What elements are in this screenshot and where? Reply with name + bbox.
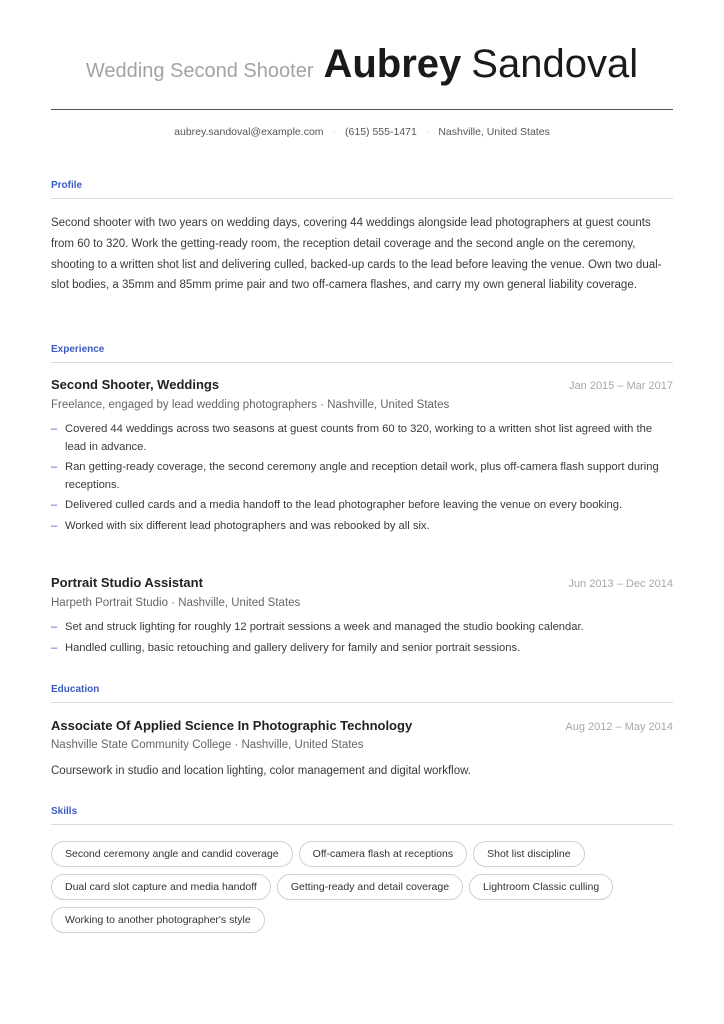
job-title: Second Shooter, Weddings [51, 377, 220, 392]
contact-line [51, 126, 673, 138]
section-title-profile: Profile [51, 180, 673, 199]
skill-chip: Second ceremony angle and candid coverage [51, 841, 293, 867]
job-date: Jan 2015 – Mar 2017 [569, 380, 673, 392]
separator: · [332, 126, 337, 138]
skill-chip: Working to another photographer's style [51, 907, 265, 933]
profile-summary: Second shooter with two years on wedding days, covering 44 weddings alongside lead photographers at guest counts from 60 to 320. Work the getting-ready room, the reception detail coverage and the second angle on the ceremony, shooting to a written shot list and delivering culled, backed-up cards to the lead before leaving the venue. Own two dual-slot bodies, a 35mm and 85mm prime pair and two off-camera flashes, and carry my own general liability coverage. [51, 217, 662, 292]
location: Nashville, United States [438, 126, 550, 138]
resume-page [51, 0, 673, 926]
separator: · [425, 126, 430, 138]
first-name: Aubrey [323, 42, 462, 86]
education-details: Coursework in studio and location lighting, color management and digital workflow. [51, 765, 471, 777]
skill-chip: Shot list discipline [473, 841, 584, 867]
job-organization: Harpeth Portrait Studio · Nashville, United States [51, 597, 301, 609]
school-name: Nashville State Community College · Nashville, United States [51, 739, 364, 751]
skill-chip: Lightroom Classic culling [469, 874, 613, 900]
last-name: Sandoval [471, 42, 639, 86]
resume-header [51, 0, 673, 110]
section-title-experience: Experience [51, 344, 673, 363]
skill-chip: Off-camera flash at receptions [299, 841, 467, 867]
job-title: Portrait Studio Assistant [51, 575, 203, 590]
skills-list [51, 841, 673, 933]
list-item: – Covered 44 weddings across two seasons at guest counts from 60 to 320, working to a written shot list agreed with the lead in advance. [51, 423, 653, 453]
name-line [51, 42, 673, 87]
education-date: Aug 2012 – May 2014 [565, 721, 673, 733]
job-bullets [51, 421, 673, 538]
skill-chip: Dual card slot capture and media handoff [51, 874, 271, 900]
job-date: Jun 2013 – Dec 2014 [568, 578, 673, 590]
list-item: – Worked with six different lead photographers and was rebooked by all six. [51, 519, 430, 532]
degree-title: Associate Of Applied Science In Photographic Technology [51, 718, 413, 733]
email-link[interactable]: aubrey.sandoval@example.com [174, 126, 324, 138]
list-item: – Set and struck lighting for roughly 12 portrait sessions a week and managed the studio booking calendar. [51, 621, 584, 633]
list-item: – Ran getting-ready coverage, the second ceremony angle and reception detail work, plus off-camera flash support during receptions. [51, 461, 659, 491]
list-item: – Handled culling, basic retouching and gallery delivery for family and senior portrait sessions. [51, 641, 521, 654]
skill-chip: Getting-ready and detail coverage [277, 874, 463, 900]
job-organization: Freelance, engaged by lead wedding photographers · Nashville, United States [51, 399, 450, 411]
list-item: – Delivered culled cards and a media handoff to the lead photographer before leaving the venue on every booking. [51, 499, 623, 511]
section-title-education: Education [51, 684, 673, 703]
job-bullets [51, 619, 673, 660]
phone-number[interactable]: (615) 555-1471 [345, 126, 417, 138]
section-title-skills: Skills [51, 806, 673, 825]
job-role: Wedding Second Shooter [85, 60, 314, 82]
